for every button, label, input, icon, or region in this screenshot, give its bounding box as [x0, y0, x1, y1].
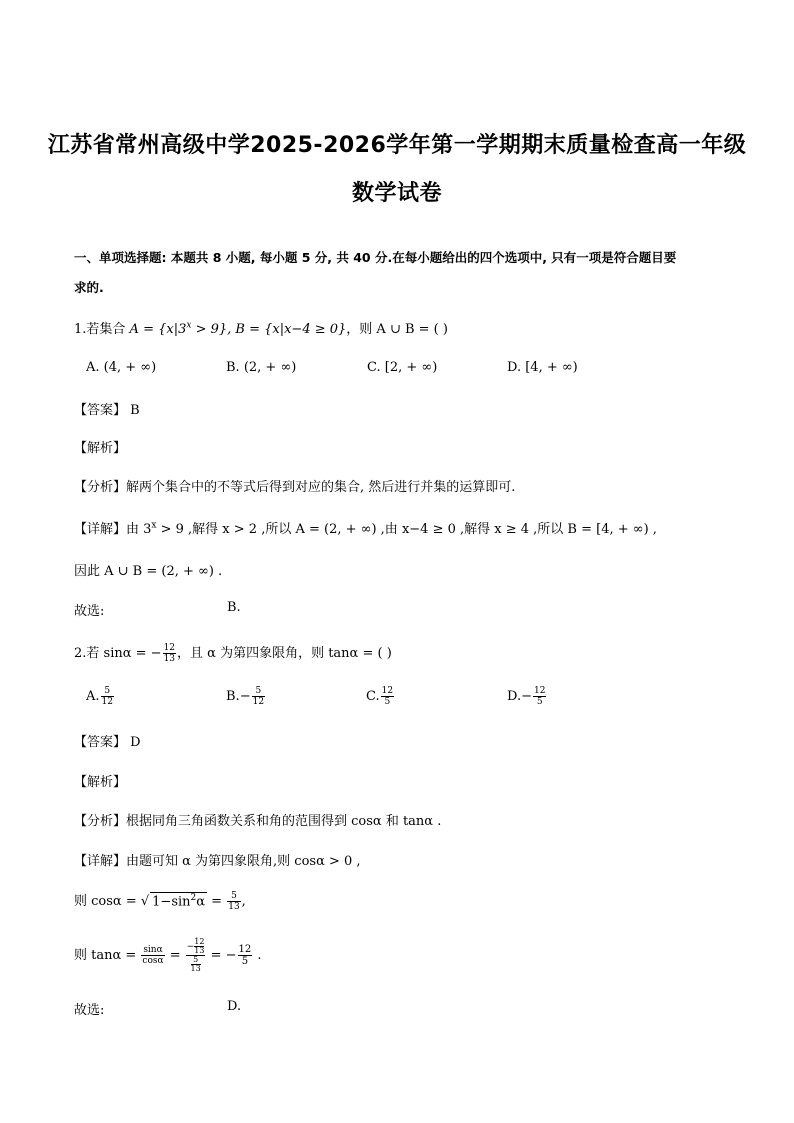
- q1-conclusion: 因此 A ∪ B = (2, + ∞) .: [74, 564, 223, 579]
- question-2: 2.若 sinα = − $\frac{12}{13}$ ，且 α 为第四象限角，则 tanα = ( ): [74, 643, 392, 664]
- exam-title-line2: 数学试卷: [351, 181, 442, 206]
- q2-analysis-label: 【解析】: [74, 775, 127, 790]
- q2-option-c: C. $\frac{12}{5}$: [366, 686, 394, 707]
- q2-choose-value: D.: [227, 999, 242, 1014]
- section-heading: 一、单项选择题: 本题共 8 小题, 每小题 5 分, 共 40 分.在每小题给出的四个选项中, 只有一项是符合题目要: [74, 250, 677, 265]
- q1-choose-label: 故选:: [74, 604, 105, 619]
- q1-detail: 【详解】由 $3^x > 9$ ,解得 x > 2 ,所以 A = (2, + ∞) ,由 x−4 ≥ 0 ,解得 x ≥ 4 ,所以 B = [4, + ∞) ,: [74, 520, 657, 537]
- q2-fenxi: 【分析】根据同角三角函数关系和角的范围得到 cosα 和 tanα .: [74, 814, 442, 829]
- q2-cos-formula: 则 cosα = √ $1-\sin^2\alpha$ = $\frac{5}{13}$ ,: [74, 891, 246, 912]
- q2-detail: 【详解】由题可知 α 为第四象限角,则 cosα > 0 ,: [74, 854, 361, 869]
- q1-option-a: A. (4, + ∞): [86, 360, 157, 375]
- q1-set-a: $A = \{x|3^x > 9\}$,: [129, 320, 236, 337]
- q2-answer: 【答案】 D: [74, 735, 141, 750]
- q2-tan-formula: 则 tanα = $\frac{\sin\alpha}{\cos\alpha}$ = − $\frac{12}{13}$ $\frac{5}{13}$ = − $\frac{12}{5}$ .: [74, 937, 262, 973]
- q1-option-d: D. [4, + ∞): [507, 360, 578, 375]
- q1-tail: ，则 A ∪ B = ( ): [346, 322, 448, 337]
- q1-prefix: 1.若集合: [74, 322, 130, 337]
- q1-analysis-label: 【解析】: [74, 441, 127, 456]
- q2-option-b: B.− $\frac{5}{12}$: [226, 686, 265, 707]
- q2-choose-label: 故选:: [74, 1003, 105, 1018]
- exam-title-line1: 江苏省常州高级中学2025-2026学年第一学期期末质量检查高一年级: [47, 133, 747, 158]
- section-heading-cont: 求的.: [74, 280, 104, 295]
- question-1: [74, 318, 448, 337]
- q1-option-b: B. (2, + ∞): [226, 360, 297, 375]
- q2-option-d: D.− $\frac{12}{5}$: [507, 686, 546, 707]
- q1-option-c: C. [2, + ∞): [367, 360, 438, 375]
- q2-sin-fraction: $\frac{12}{13}$: [163, 643, 176, 664]
- q1-fenxi: 【分析】解两个集合中的不等式后得到对应的集合, 然后进行并集的运算即可.: [74, 480, 516, 495]
- q2-option-a: A. $\frac{5}{12}$: [86, 686, 113, 707]
- q1-set-b: B = {x|x−4 ≥ 0}: [235, 322, 347, 337]
- q1-answer: 【答案】 B: [74, 403, 140, 418]
- q1-choose-value: B.: [227, 600, 241, 615]
